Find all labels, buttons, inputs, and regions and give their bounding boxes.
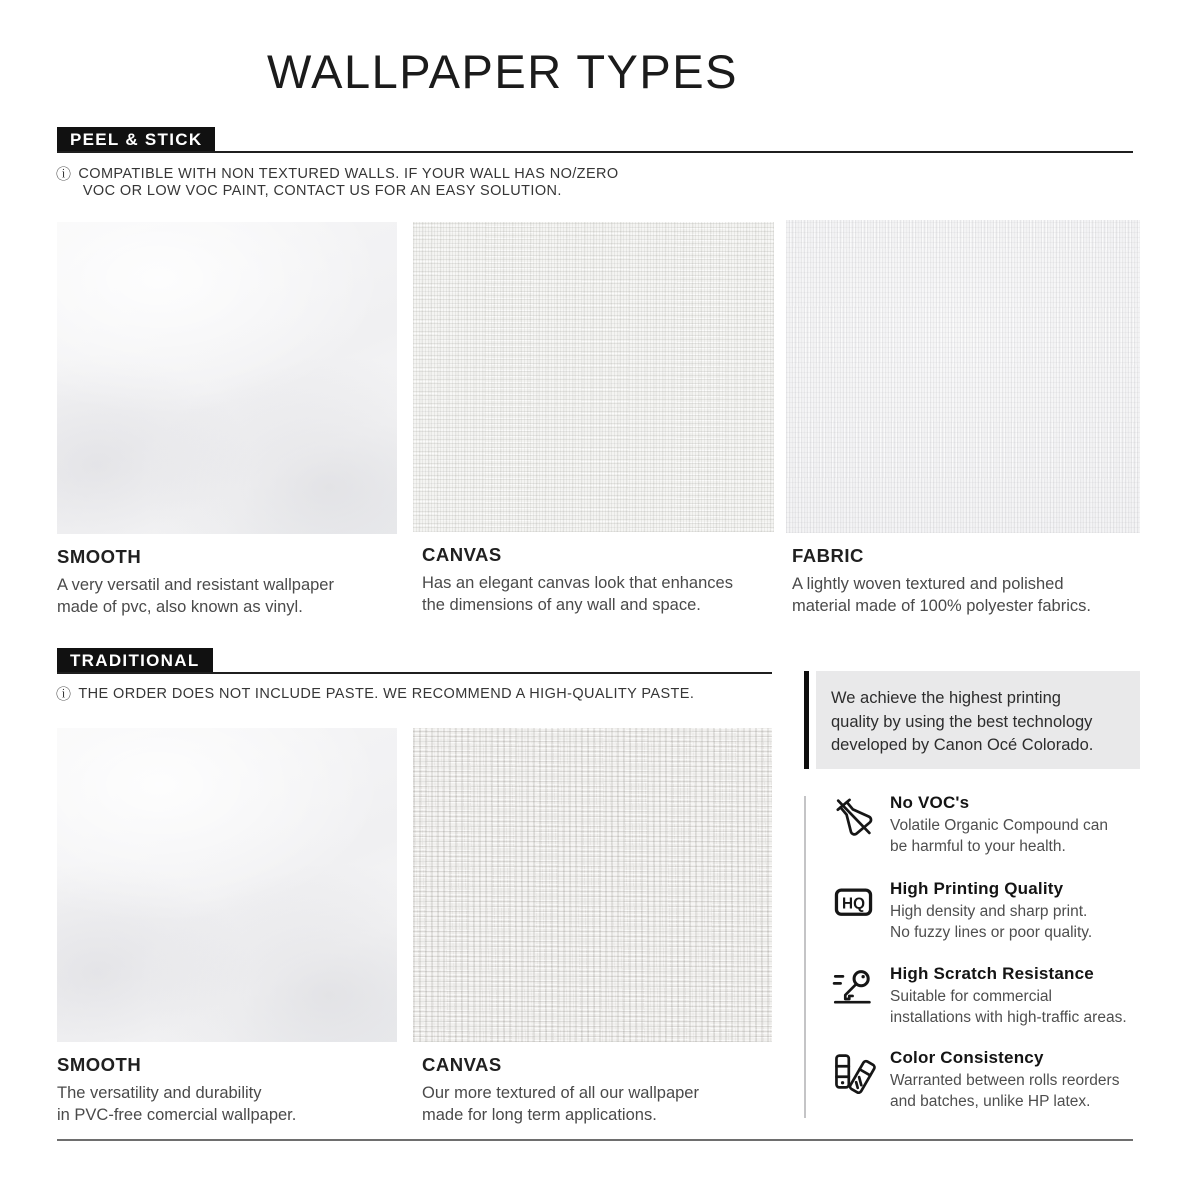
swatch-name: FABRIC [792,545,864,566]
peel-stick-note-text: COMPATIBLE WITH NON TEXTURED WALLS. IF YOUR WALL HAS NO/ZERO VOC OR LOW VOC PAINT, CONTACT US FOR AN EASY SOLUTION. [78,166,619,199]
feature-description: Warranted between rolls reorders and batches, unlike HP latex. [890,1072,1120,1110]
no-voc-flask-icon-wrap [830,793,877,840]
info-icon: ⓘ [56,166,72,183]
feature-text [890,793,1108,857]
features-rail [804,796,806,1118]
fabric-texture-swatch [786,220,1140,533]
feature-description: Suitable for commercial installations with high-traffic areas. [890,988,1127,1026]
swatch-card-peel-fabric [786,220,1140,617]
feature-no-voc [830,793,1150,857]
swatch-card-traditional-smooth [57,728,397,1126]
swatch-card-traditional-canvas [413,728,772,1126]
feature-title: No VOC's [890,793,970,812]
swatch-description: A lightly woven textured and polished material made of 100% polyester fabrics. [792,575,1091,615]
hq-badge-text: HQ [842,895,865,913]
bottom-divider [57,1139,1133,1141]
feature-title: High Scratch Resistance [890,964,1094,983]
feature-text [890,1048,1119,1112]
traditional-note-text: THE ORDER DOES NOT INCLUDE PASTE. WE RECOMMEND A HIGH-QUALITY PASTE. [78,686,695,702]
traditional-divider [57,672,772,674]
no-voc-flask-icon [830,793,877,840]
feature-high-scratch-resistance [830,964,1150,1028]
swatch-name: SMOOTH [57,546,142,567]
quote-text: We achieve the highest printing quality by using the best technology developed by Canon Océ Colorado. [831,689,1094,754]
feature-title: Color Consistency [890,1048,1044,1067]
swatch-description: Has an elegant canvas look that enhances the dimensions of any wall and space. [422,574,733,614]
feature-title: High Printing Quality [890,879,1064,898]
color-swatches-icon-wrap [830,1048,877,1095]
swatch-description: Our more textured of all our wallpaper made for long term applications. [422,1084,699,1124]
hq-badge-icon [830,879,877,926]
scratch-key-icon [830,964,877,1011]
smooth-texture-swatch [57,728,397,1042]
quote-accent-bar [804,671,809,769]
peel-stick-note [56,166,696,200]
feature-text [890,964,1127,1028]
feature-description: High density and sharp print. No fuzzy lines or poor quality. [890,903,1093,941]
info-icon: ⓘ [56,686,72,703]
color-swatches-icon [830,1048,877,1095]
page-title: WALLPAPER TYPES [267,45,738,98]
canvas-texture-swatch [413,222,774,532]
swatch-name: CANVAS [422,544,502,565]
feature-color-consistency [830,1048,1150,1112]
section-label-peel-and-stick: PEEL & STICK [57,127,215,153]
quote-box [816,671,1140,769]
canvas-texture-swatch [413,728,772,1042]
swatch-card-peel-canvas [413,222,774,616]
feature-text [890,879,1092,943]
scratch-key-icon-wrap [830,964,877,1011]
swatch-description: A very versatil and resistant wallpaper made of pvc, also known as vinyl. [57,576,334,616]
feature-high-printing-quality [830,879,1150,943]
traditional-note [56,686,756,703]
swatch-name: SMOOTH [57,1054,142,1075]
smooth-texture-swatch [57,222,397,534]
swatch-name: CANVAS [422,1054,502,1075]
hq-badge-icon-wrap [830,879,877,926]
feature-description: Volatile Organic Compound can be harmful to your health. [890,817,1108,855]
peel-stick-divider [57,151,1133,153]
swatch-card-peel-smooth [57,222,397,618]
swatch-description: The versatility and durability in PVC-free comercial wallpaper. [57,1084,297,1124]
section-label-traditional: TRADITIONAL [57,648,213,674]
